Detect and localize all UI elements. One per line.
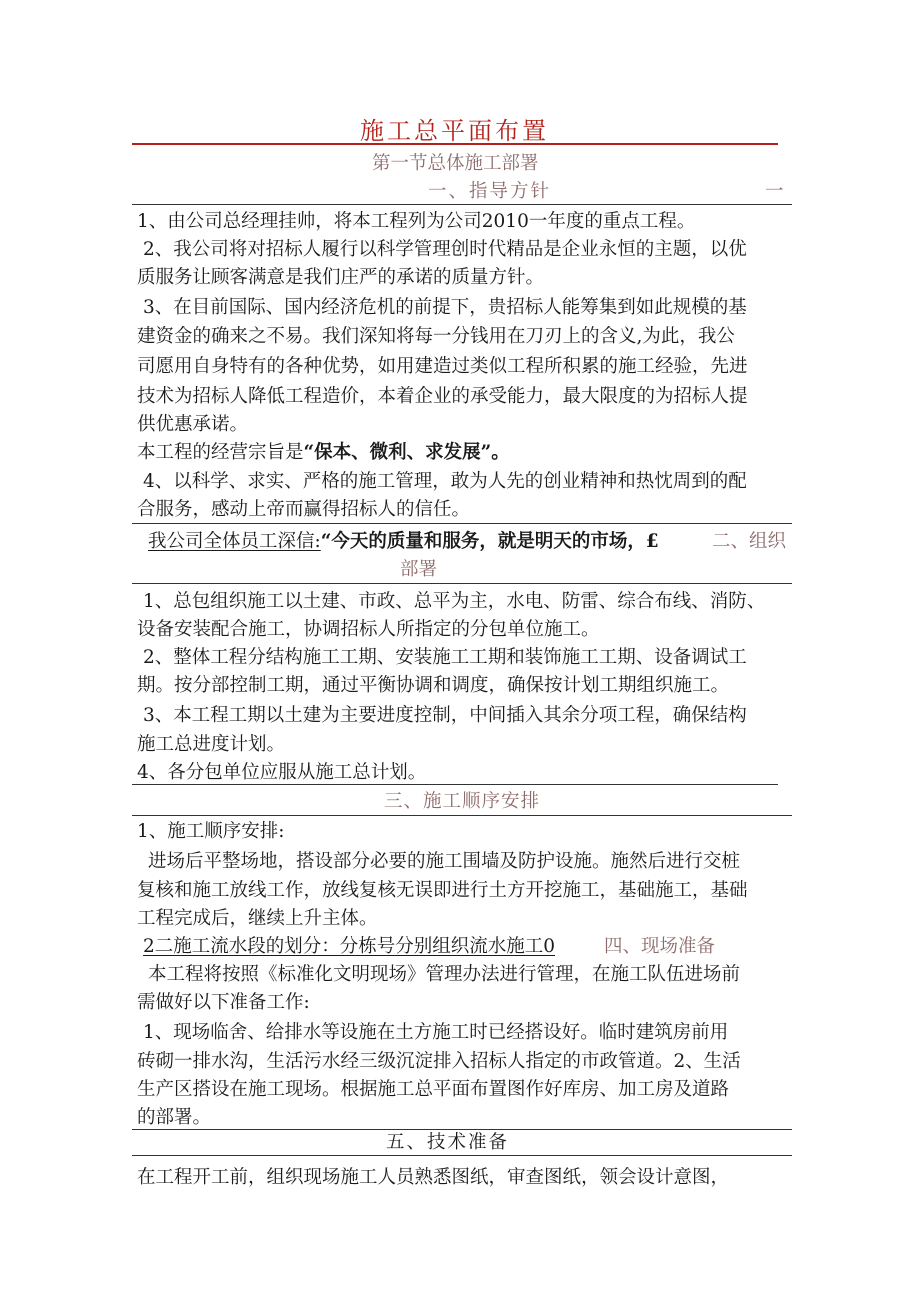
section-5-heading: 五、技术准备: [386, 1132, 510, 1153]
p3-line-1: 1、施工顺序安排:: [137, 821, 285, 842]
p1-line-8: 供优惠承诺。: [137, 414, 249, 435]
p3-line-5: [143, 935, 555, 959]
p5-line-1: 在工程开工前，组织现场施工人员熟悉图纸，审查图纸，领会设计意图，: [137, 1167, 730, 1188]
p3-line-2: 进场后平整场地，搭设部分必要的施工围墙及防护设施。施然后进行交桩: [148, 851, 741, 872]
p2-line-2: 设备安装配合施工，协调招标人所指定的分包单位施工。: [137, 619, 600, 640]
p4-line-5: 生产区搭设在施工现场。根据施工总平面布置图作好库房、加工房及道路: [137, 1079, 730, 1100]
p2-line-6: 施工总进度计划。: [137, 734, 286, 755]
p4-line-6: 的部署。: [137, 1107, 212, 1128]
chapter-heading: 第一节总体施工部署: [372, 153, 539, 174]
p1-motto: “保本、微利、求发展”。: [303, 442, 510, 463]
p1-line-3: 质服务让顾客满意是我们庄严的承诺的质量方针。: [137, 267, 545, 288]
p3-line-4: 工程完成后，继续上升主体。: [137, 908, 378, 929]
p1-line-4: 3、在目前国际、国内经济危机的前提下，贵招标人能筹集到如此规模的基: [143, 297, 747, 318]
p1-line-7: 技术为招标人降低工程造价，本着企业的承受能力，最大限度的为招标人提: [137, 386, 748, 407]
p2-line-4: 期。按分部控制工期，通过平衡协调和调度，确保按计划工期组织施工。: [137, 675, 730, 696]
p1-belief-quote: “今天的质量和服务，就是明天的市场，£: [320, 531, 659, 552]
p3-flow-text: 2二施工流水段的划分：分栋号分别组织流水施工0: [143, 936, 556, 957]
p1-line-1: 1、由公司总经理挂帅，将本工程列为公司2010一年度的重点工程。: [137, 211, 696, 232]
section-2-rule: [132, 583, 792, 584]
p4-line-4: 砖砌一排水沟，生活污水经三级沉淀排入招标人指定的市政管道。2、生活: [137, 1051, 741, 1072]
section-1-heading: 一、指导方针: [428, 181, 552, 202]
p1-line-6: 司愿用自身特有的各种优势，如用建造过类似工程所积累的施工经验，先进: [137, 356, 748, 377]
section-3-heading: 三、施工顺序安排: [384, 791, 541, 812]
title-rule: [132, 143, 778, 145]
section-3-rule: [132, 815, 792, 816]
p1-line-9-text: 本工程的经营宗旨是: [137, 442, 304, 463]
p1-line-10: 4、以科学、求实、严格的施工管理，敢为人先的创业精神和热忱周到的配: [143, 471, 747, 492]
section-1-trail: 一: [765, 181, 784, 202]
p2-line-1: 1、总包组织施工以土建、市政、总平为主，水电、防雷、综合布线、消防、: [143, 591, 766, 612]
section-1-rule: [132, 204, 792, 205]
p1-line-11: 合服务，感动上帝而赢得招标人的信任。: [137, 499, 471, 520]
page-title: 施工总平面布置: [360, 117, 549, 145]
p2-line-7: 4、各分包单位应服从施工总计划。: [137, 762, 427, 783]
p2-line-3: 2、整体工程分结构施工工期、安装施工工期和装饰施工工期、设备调试工: [143, 647, 747, 668]
p1-belief-label: 我公司全体员工深信:: [148, 531, 321, 552]
p1-line-2: 2、我公司将对招标人履行以科学管理创时代精品是企业永恒的主题，以优: [143, 239, 747, 260]
p2-line-5: 3、本工程工期以土建为主要进度控制，中间插入其余分项工程，确保结构: [143, 705, 747, 726]
p4-line-3: 1、现场临舍、给排水等设施在土方施工时已经搭设好。临时建筑房前用: [143, 1022, 729, 1043]
section-2-heading: 二、组织: [712, 531, 787, 552]
p1-line-12: [148, 530, 659, 554]
section-4-heading: 四、现场准备: [604, 936, 716, 957]
p4-line-2: 需做好以下准备工作:: [137, 992, 310, 1013]
p4-rule: [132, 1129, 792, 1130]
section-5-rule: [132, 1155, 792, 1156]
section-2-heading-cont: 部署: [400, 559, 438, 580]
p2-rule: [132, 784, 778, 785]
p1-rule: [132, 523, 792, 524]
p1-line-5: 建资金的确来之不易。我们深知将每一分钱用在刀刃上的含义,为此，我公: [137, 326, 735, 347]
p3-line-3: 复核和施工放线工作，放线复核无误即进行土方开挖施工，基础施工，基础: [137, 880, 748, 901]
p1-line-9: [137, 441, 510, 465]
p4-line-1: 本工程将按照《标准化文明现场》管理办法进行管理，在施工队伍进场前: [148, 964, 741, 985]
